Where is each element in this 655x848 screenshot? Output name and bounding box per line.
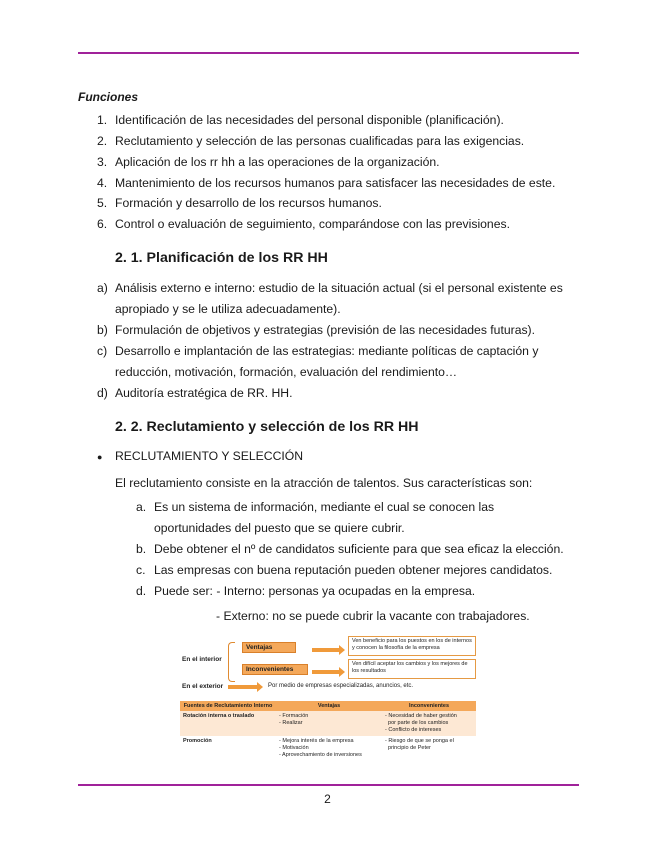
brace-shape xyxy=(228,642,235,682)
bullet-icon: ● xyxy=(97,452,103,462)
bullet-text: RECLUTAMIENTO Y SELECCIÓN xyxy=(115,449,304,463)
table-header: Ventajas xyxy=(276,701,382,711)
list-item: Auditoría estratégica de RR. HH. xyxy=(115,386,293,400)
table-header: Fuentes de Reclutamiento Interno xyxy=(180,701,276,711)
table-cell: - Riesgo de que se ponga el principio de Peter xyxy=(382,736,476,761)
list-item: Control o evaluación de seguimiento, comparándose con las previsiones. xyxy=(115,217,510,231)
table-cell: - Mejora interés de la empresa - Motivación - Aprovechamiento de inversiones xyxy=(276,736,382,761)
list-item: Formulación de objetivos y estrategias (previsión de las necesidades futuras). xyxy=(115,323,536,337)
list-marker: 2. xyxy=(97,134,108,148)
table-cell: Promoción xyxy=(180,736,276,761)
list-marker: d. xyxy=(136,584,147,598)
list-item: Análisis externo e interno: estudio de la situación actual (si el personal existente es xyxy=(115,281,563,295)
inconvenientes-note: Ven difícil aceptar los cambios y los mejores de los resultados xyxy=(348,659,476,679)
recruitment-figure xyxy=(180,632,476,763)
list-item-cont: oportunidades del puesto que se quiere cubrir. xyxy=(154,521,405,535)
table-row xyxy=(180,711,476,736)
table-row xyxy=(180,736,476,761)
intro-text: El reclutamiento consiste en la atracción de talentos. Sus características son: xyxy=(115,476,533,490)
table-cell: - Formación - Realizar xyxy=(276,711,382,736)
list-marker: d) xyxy=(97,386,108,400)
inconvenientes-box: Inconvenientes xyxy=(242,664,308,675)
list-marker: b) xyxy=(97,323,108,337)
list-item-cont: reducción, motivación, formación, evaluación del rendimiento… xyxy=(115,365,458,379)
arrow-icon xyxy=(312,648,340,652)
interior-label: En el interior xyxy=(182,656,222,663)
list-marker: a) xyxy=(97,281,108,295)
ventajas-box: Ventajas xyxy=(242,642,296,653)
section-2-heading: 2. 2. Reclutamiento y selección de los RR HH xyxy=(115,419,419,435)
list-marker: c) xyxy=(97,344,108,358)
list-item: Aplicación de los rr hh a las operaciones de la organización. xyxy=(115,155,440,169)
exterior-text: Por medio de empresas especializadas, anuncios, etc. xyxy=(268,683,414,689)
funciones-title: Funciones xyxy=(78,90,139,104)
list-marker: c. xyxy=(136,563,146,577)
table-cell: - Necesidad de haber gestión por parte de los cambios - Conflicto de intereses xyxy=(382,711,476,736)
list-marker: 4. xyxy=(97,176,108,190)
ventajas-note: Ven beneficio para los puestos en los de internos y conocen la filosofía de la empresa xyxy=(348,636,476,656)
list-item: Reclutamiento y selección de las personas cualificadas para las exigencias. xyxy=(115,134,525,148)
list-item: Identificación de las necesidades del personal disponible (planificación). xyxy=(115,113,504,127)
list-item: Puede ser: - Interno: personas ya ocupadas en la empresa. xyxy=(154,584,476,598)
list-item: Las empresas con buena reputación pueden obtener mejores candidatos. xyxy=(154,563,553,577)
list-marker: a. xyxy=(136,500,147,514)
sources-table xyxy=(180,701,476,761)
list-marker: b. xyxy=(136,542,147,556)
arrow-icon xyxy=(312,670,340,674)
list-item: Formación y desarrollo de los recursos humanos. xyxy=(115,196,382,210)
list-item: Es un sistema de información, mediante el cual se conocen las xyxy=(154,500,495,514)
list-item: Mantenimiento de los recursos humanos para satisfacer las necesidades de este. xyxy=(115,176,556,190)
list-marker: 6. xyxy=(97,217,108,231)
list-item-cont: - Externo: no se puede cubrir la vacante con trabajadores. xyxy=(216,609,530,623)
list-marker: 1. xyxy=(97,113,108,127)
table-header: Inconvenientes xyxy=(382,701,476,711)
footer-rule xyxy=(78,784,579,786)
list-item: Debe obtener el nº de candidatos suficiente para que sea eficaz la elección. xyxy=(154,542,564,556)
header-rule xyxy=(78,52,579,54)
exterior-label: En el exterior xyxy=(182,683,224,690)
page-number: 2 xyxy=(324,792,331,806)
table-cell: Rotación interna o traslado xyxy=(180,711,276,736)
list-item-cont: apropiado y se le utiliza adecuadamente). xyxy=(115,302,341,316)
list-marker: 5. xyxy=(97,196,108,210)
arrow-icon xyxy=(228,685,258,689)
section-1-heading: 2. 1. Planificación de los RR HH xyxy=(115,250,328,266)
list-marker: 3. xyxy=(97,155,108,169)
list-item: Desarrollo e implantación de las estrategias: mediante políticas de captación y xyxy=(115,344,539,358)
